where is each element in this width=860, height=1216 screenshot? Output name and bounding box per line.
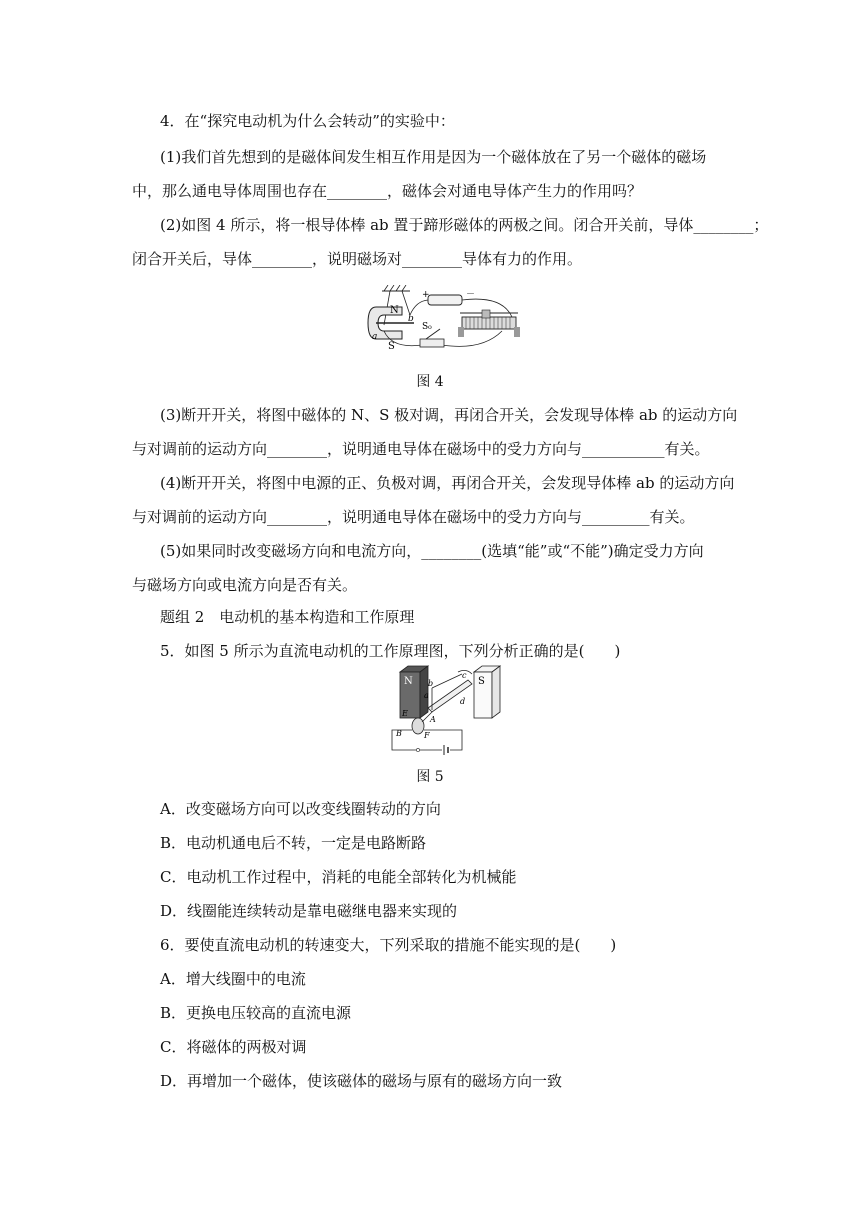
fig5-label-c: c <box>462 671 467 680</box>
q6-option-a: A．增大线圈中的电流 <box>160 970 306 988</box>
fig5-label-f: F <box>424 731 430 740</box>
q4-part4-line2: 与对调前的运动方向________，说明通电导体在磁场中的受力方向与_________有关。 <box>132 508 695 526</box>
fig5-label-a: a <box>424 691 429 700</box>
fig4-label-minus: － <box>466 290 476 300</box>
fig4-label-a: a <box>372 332 378 342</box>
q4-part5-line2: 与磁场方向或电流方向是否有关。 <box>132 576 358 594</box>
q6-option-b: B．更换电压较高的直流电源 <box>160 1004 352 1022</box>
q5-option-c: C．电动机工作过程中，消耗的电能全部转化为机械能 <box>160 868 517 886</box>
fig4-label-b: b <box>408 314 414 324</box>
fig4-label-switch: S₀ <box>422 322 432 332</box>
q5-option-d: D．线圈能连续转动是靠电磁继电器来实现的 <box>160 902 458 920</box>
figure-4-motor-experiment <box>362 285 532 355</box>
fig5-label-d: d <box>460 697 466 706</box>
group-2-title: 题组 2 电动机的基本构造和工作原理 <box>160 608 415 626</box>
fig5-label-big-b: B <box>396 729 402 738</box>
fig5-label-s: S <box>478 676 485 687</box>
q4-part5-line1: (5)如果同时改变磁场方向和电流方向，________(选填“能”或“不能”)确定受力方向 <box>160 542 704 560</box>
figure-5-dc-motor <box>388 664 512 756</box>
q6-stem: 6．要使直流电动机的转速变大，下列采取的措施不能实现的是( ) <box>160 936 617 954</box>
q4-part2-line1: (2)如图 4 所示，将一根导体棒 ab 置于蹄形磁体的两极之间。闭合开关前，导体________； <box>160 216 769 234</box>
q5-stem: 5．如图 5 所示为直流电动机的工作原理图，下列分析正确的是( ) <box>160 642 621 660</box>
q4-intro: 4．在“探究电动机为什么会转动”的实验中： <box>160 112 455 130</box>
fig4-label-plus: + <box>422 290 430 300</box>
fig5-label-big-a: A <box>430 715 436 724</box>
q4-part1-line2: 中，那么通电导体周围也存在________，磁体会对通电导体产生力的作用吗？ <box>132 182 643 200</box>
fig5-label-b: b <box>428 679 434 688</box>
q4-part3-line1: (3)断开开关，将图中磁体的 N、S 极对调，再闭合开关，会发现导体棒 ab 的运动方向 <box>160 406 738 424</box>
fig4-label-s: S <box>388 341 395 352</box>
q4-part1-line1: (1)我们首先想到的是磁体间发生相互作用是因为一个磁体放在了另一个磁体的磁场 <box>160 148 707 166</box>
q4-part4-line1: (4)断开开关，将图中电源的正、负极对调，再闭合开关，会发现导体棒 ab 的运动方向 <box>160 474 735 492</box>
q4-part2-line2: 闭合开关后，导体________，说明磁场对________导体有力的作用。 <box>132 250 583 268</box>
q5-option-a: A．改变磁场方向可以改变线圈转动的方向 <box>160 800 441 818</box>
q6-option-d: D．再增加一个磁体，使该磁体的磁场与原有的磁场方向一致 <box>160 1072 563 1090</box>
q6-option-c: C．将磁体的两极对调 <box>160 1038 307 1056</box>
q5-option-b: B．电动机通电后不转，一定是电路断路 <box>160 834 427 852</box>
figure-4-caption: 图 4 <box>416 374 444 390</box>
fig5-label-n: N <box>404 676 413 687</box>
figure-5-caption: 图 5 <box>416 769 444 785</box>
fig5-label-e: E <box>402 709 408 718</box>
q4-part3-line2: 与对调前的运动方向________，说明通电导体在磁场中的受力方向与___________有关。 <box>132 440 710 458</box>
fig4-label-n: N <box>390 305 399 316</box>
